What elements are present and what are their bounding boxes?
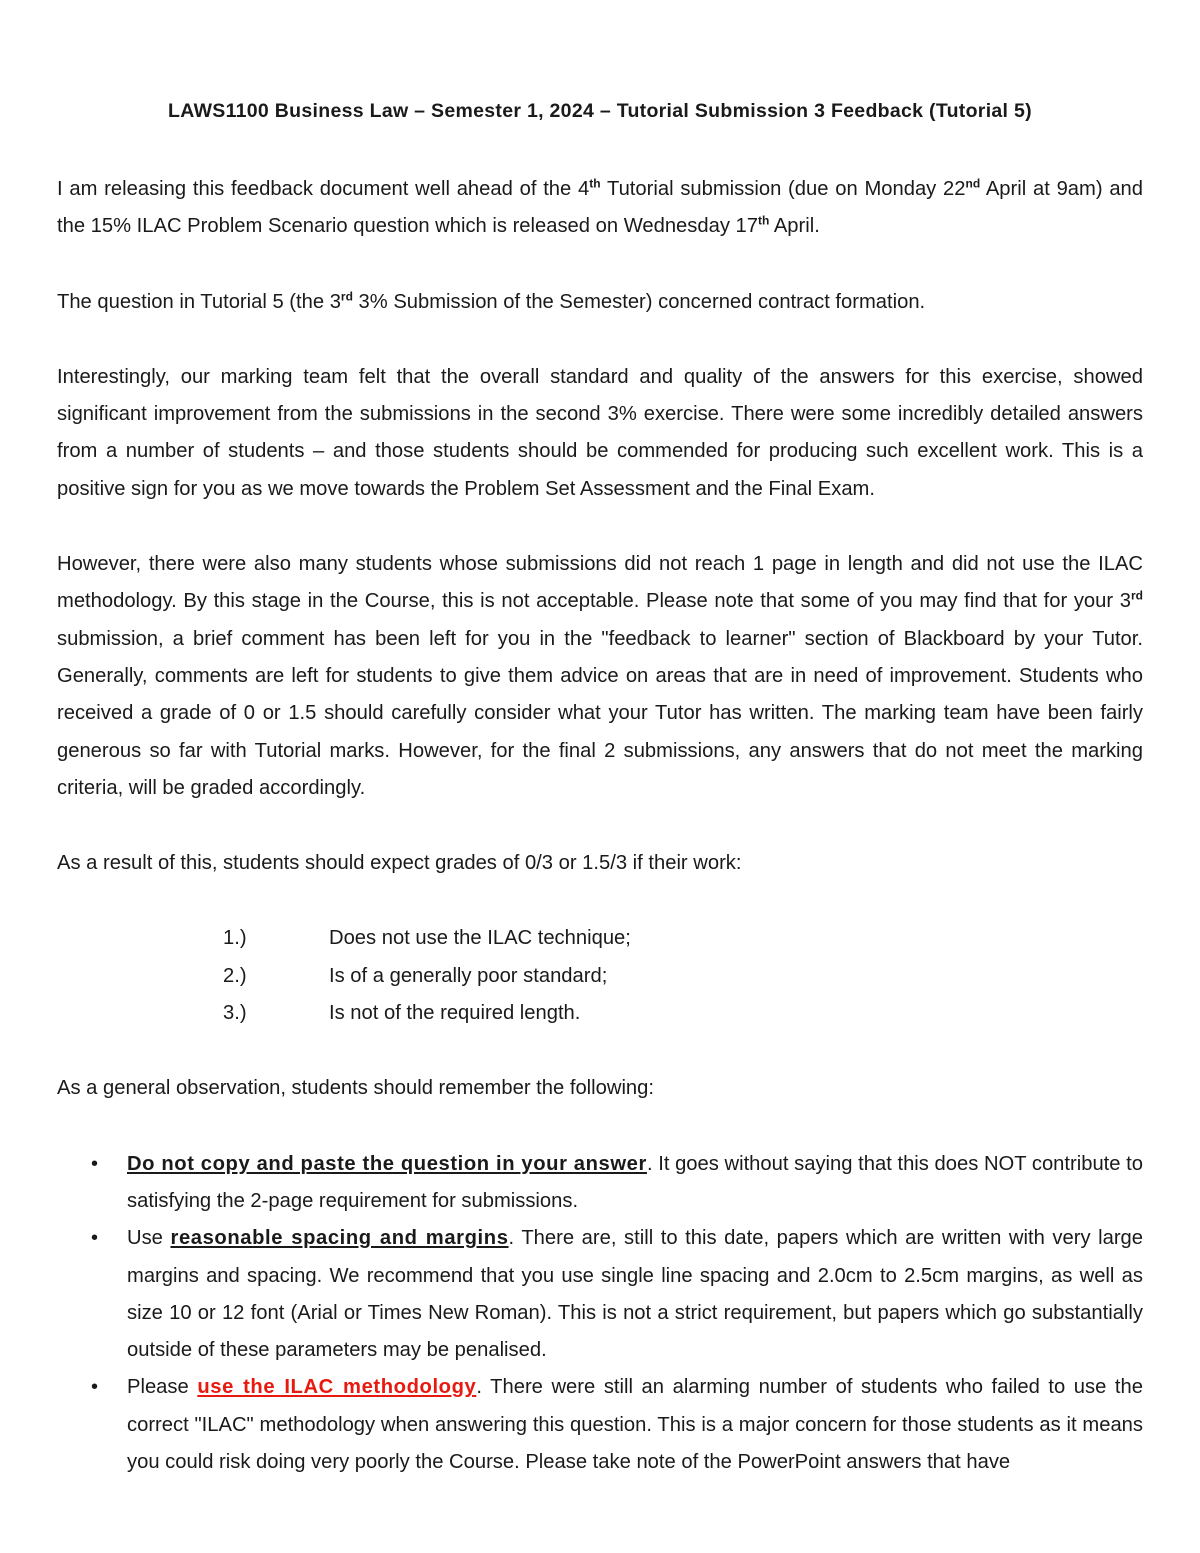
list-number: 1.) [223,927,247,950]
superscript: th [589,176,601,191]
list-number: 3.) [223,1002,247,1025]
bullet-icon: • [91,1227,99,1250]
text-run: Tutorial submission (due on Monday 22 [600,178,966,200]
list-item [57,995,1143,1032]
list-item [57,920,1143,957]
text-run: . It goes without saying that this does NOT contribute to satisfying the 2-page requirement for submissions. [127,1152,1143,1212]
bullet-icon: • [91,1376,99,1399]
intro-paragraph [57,171,1143,246]
emphasis-text-red: use the ILAC methodology [197,1376,477,1399]
improvement-paragraph: Interestingly, our marking team felt that the overall standard and quality of the answers for this exercise, showed significant improvement from the submissions in the second 3% exercise. There were some incredibly detailed answers from a number of students – and those students should be commended for producing such excellent work. This is a positive sign for you as we move towards the Problem Set Assessment and the Final Exam. [57,365,1143,500]
text-run: April. [769,215,820,238]
document-title: LAWS1100 Business Law – Semester 1, 2024 – Tutorial Submission 3 Feedback (Tutorial 5) [168,100,1032,122]
emphasis-text: Do not copy and paste the question in your answer [127,1152,647,1175]
emphasis-text: reasonable spacing and margins [170,1227,509,1250]
recommendations-list [57,1146,1143,1482]
text-run: submission, a brief comment has been left for you in the "feedback to learner" section of Blackboard by your Tutor. Generally, comments are left for students to give them advice on areas that are in need of improvement. Students who received a grade of 0 or 1.5 should carefully consider what your Tutor has written. The marking team have been fairly generous so far with Tutorial marks. However, for the final 2 submissions, any answers that do not meet the marking criteria, will be graded accordingly. [57,627,1143,799]
superscript: nd [965,176,981,191]
bullet-item [57,1220,1143,1369]
list-item [57,958,1143,995]
grades-paragraph: As a result of this, students should expect grades of 0/3 or 1.5/3 if their work: [57,852,742,875]
text-run: Use [127,1227,171,1250]
text-run: . There are, still to this date, papers which are written with very large margins and spacing. We recommend that you use single line spacing and 2.0cm to 2.5cm margins, as well as size 10 or 12 font (Arial or Times New Roman). This is not a strict requirement, but papers which go substantially outside of these parameters may be penalised. [127,1227,1144,1362]
list-text: Is not of the required length. [329,1002,581,1025]
text-run: The question in Tutorial 5 (the 3 [57,290,341,313]
text-run: . There were still an alarming number of students who failed to use the correct "ILAC" methodology when answering this question. This is a major concern for those students as it means you could risk doing very poorly the Course. Please take note of the PowerPoint answers that have [127,1376,1143,1474]
bullet-icon: • [91,1152,99,1175]
text-run: April at 9am) and the 15% ILAC Problem Scenario question which is released on Wednesday 17 [57,178,1144,238]
list-text: Does not use the ILAC technique; [329,927,631,950]
list-number: 2.) [223,964,247,987]
concerns-paragraph [57,546,1143,807]
text-run: However, there were also many students whose submissions did not reach 1 page in length and did not use the ILAC methodology. By this stage in the Course, this is not acceptable. Please note that some of you may find that for your 3 [57,553,1143,613]
criteria-list [57,920,1143,1032]
bullet-item [57,1146,1143,1221]
list-text: Is of a generally poor standard; [329,964,608,987]
superscript: rd [1131,588,1143,603]
bullet-item [57,1369,1143,1481]
text-run: I am releasing this feedback document well ahead of the 4 [57,178,590,200]
question-paragraph [57,284,1143,321]
observation-paragraph: As a general observation, students should remember the following: [57,1077,654,1100]
superscript: rd [340,288,353,303]
text-run: 3% Submission of the Semester) concerned contract formation. [352,290,926,313]
superscript: th [758,213,770,228]
text-run: Please [127,1376,198,1399]
